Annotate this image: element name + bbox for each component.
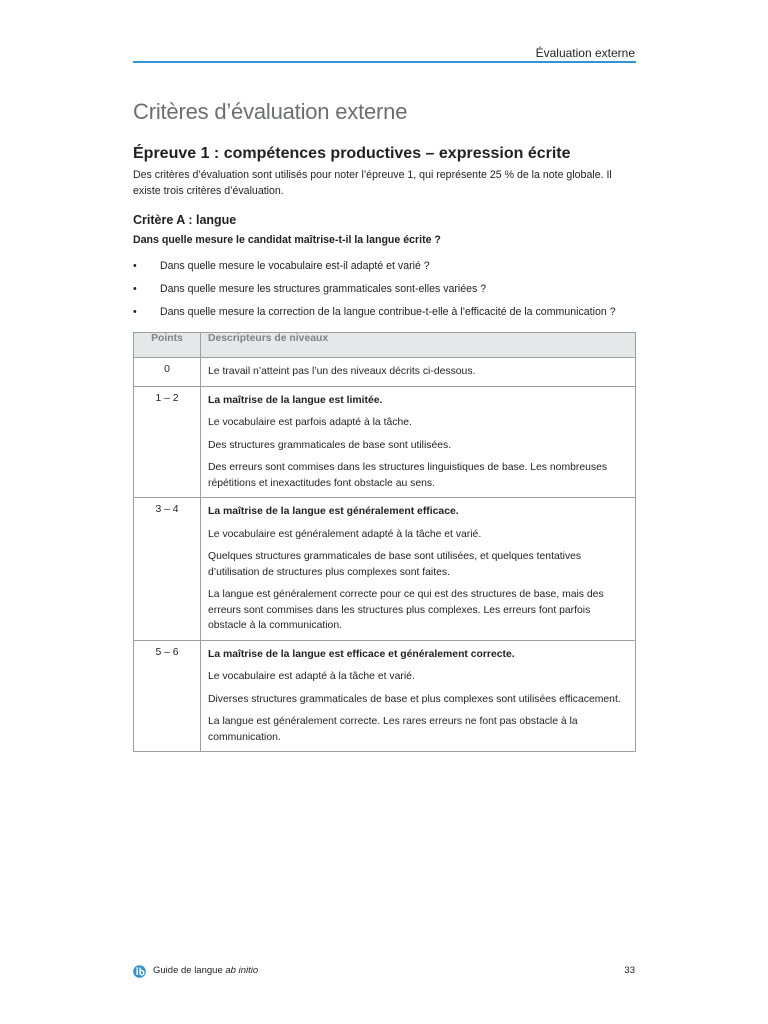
descriptor-line: Le vocabulaire est parfois adapté à la tâche. [208, 417, 412, 428]
table-header-row [134, 333, 636, 358]
bullet-text: Dans quelle mesure le vocabulaire est-il adapté et varié ? [160, 260, 430, 272]
bullet-text: Dans quelle mesure la correction de la langue contribue-t-elle à l’efficacité de la communication ? [160, 306, 616, 318]
paper-title: Épreuve 1 : compétences productives – expression écrite [133, 145, 571, 162]
bullet-item [133, 281, 638, 304]
descriptor-line: La langue est généralement correcte pour ce qui est des structures de base, mais des erreurs sont commises dans les structures plus complexes. Les erreurs font parfois obstacle à la communication. [208, 589, 604, 631]
descriptor-line: Des erreurs sont commises dans les structures linguistiques de base. Les nombreuses répétitions et inexactitudes font obstacle au sens. [208, 462, 608, 489]
footer-guide-title [153, 965, 258, 976]
bullet-text: Dans quelle mesure les structures grammaticales sont-elles variées ? [160, 283, 487, 295]
table-row [134, 498, 636, 641]
descriptor-line: Le vocabulaire est adapté à la tâche et varié. [208, 671, 415, 682]
descriptor-cell [201, 358, 636, 387]
bullet-icon: • [133, 306, 137, 318]
descriptor-line: La langue est généralement correcte. Les rares erreurs ne font pas obstacle à la communication. [208, 716, 578, 743]
level-heading: La maîtrise de la langue est généralement efficace. [208, 506, 459, 517]
section-title: Critères d’évaluation externe [133, 99, 408, 124]
points-cell: 1 – 2 [134, 386, 201, 498]
ib-logo-icon [133, 965, 146, 978]
descriptor-cell [201, 386, 636, 498]
table-row [134, 358, 636, 387]
descriptors-column-header: Descripteurs de niveaux [201, 333, 636, 358]
bullet-item [133, 258, 638, 281]
criterion-bullet-list [133, 258, 638, 327]
descriptor-line: Le vocabulaire est généralement adapté à la tâche et varié. [208, 528, 482, 540]
page-number: 33 [624, 965, 635, 976]
descriptor-cell [201, 498, 636, 641]
paper-intro: Des critères d’évaluation sont utilisés pour noter l’épreuve 1, qui représente 25 % de la note globale. Il existe trois critères d’évaluation. [133, 169, 612, 197]
level-descriptor-table [133, 332, 636, 752]
table-row [134, 386, 636, 498]
level-heading: La maîtrise de la langue est efficace et généralement correcte. [208, 648, 515, 660]
descriptor-line: Quelques structures grammaticales de base sont utilisées, et quelques tentatives d’utilisation de structures plus complexes sont faites. [208, 551, 582, 578]
criterion-title: Critère A : langue [133, 213, 237, 227]
descriptor-line: Des structures grammaticales de base sont utilisées. [208, 439, 452, 451]
guide-title-prefix: Guide de langue [153, 965, 226, 976]
table-row [134, 640, 636, 752]
points-cell: 3 – 4 [134, 498, 201, 641]
level-heading: La maîtrise de la langue est limitée. [208, 394, 383, 406]
running-header: Évaluation externe [535, 46, 635, 60]
bullet-item [133, 304, 638, 327]
points-column-header: Points [134, 333, 201, 358]
guide-title-italic: ab initio [225, 965, 259, 976]
bullet-icon: • [133, 260, 137, 272]
points-cell: 5 – 6 [134, 640, 201, 752]
criterion-question: Dans quelle mesure le candidat maîtrise-t-il la langue écrite ? [133, 234, 441, 246]
points-cell: 0 [134, 358, 201, 387]
descriptor-line: Diverses structures grammaticales de base et plus complexes sont utilisées efficacement. [208, 693, 621, 705]
header-rule [133, 61, 636, 63]
bullet-icon: • [133, 283, 137, 295]
descriptor-cell [201, 640, 636, 752]
descriptor-line: Le travail n’atteint pas l’un des niveaux décrits ci-dessous. [208, 366, 476, 377]
